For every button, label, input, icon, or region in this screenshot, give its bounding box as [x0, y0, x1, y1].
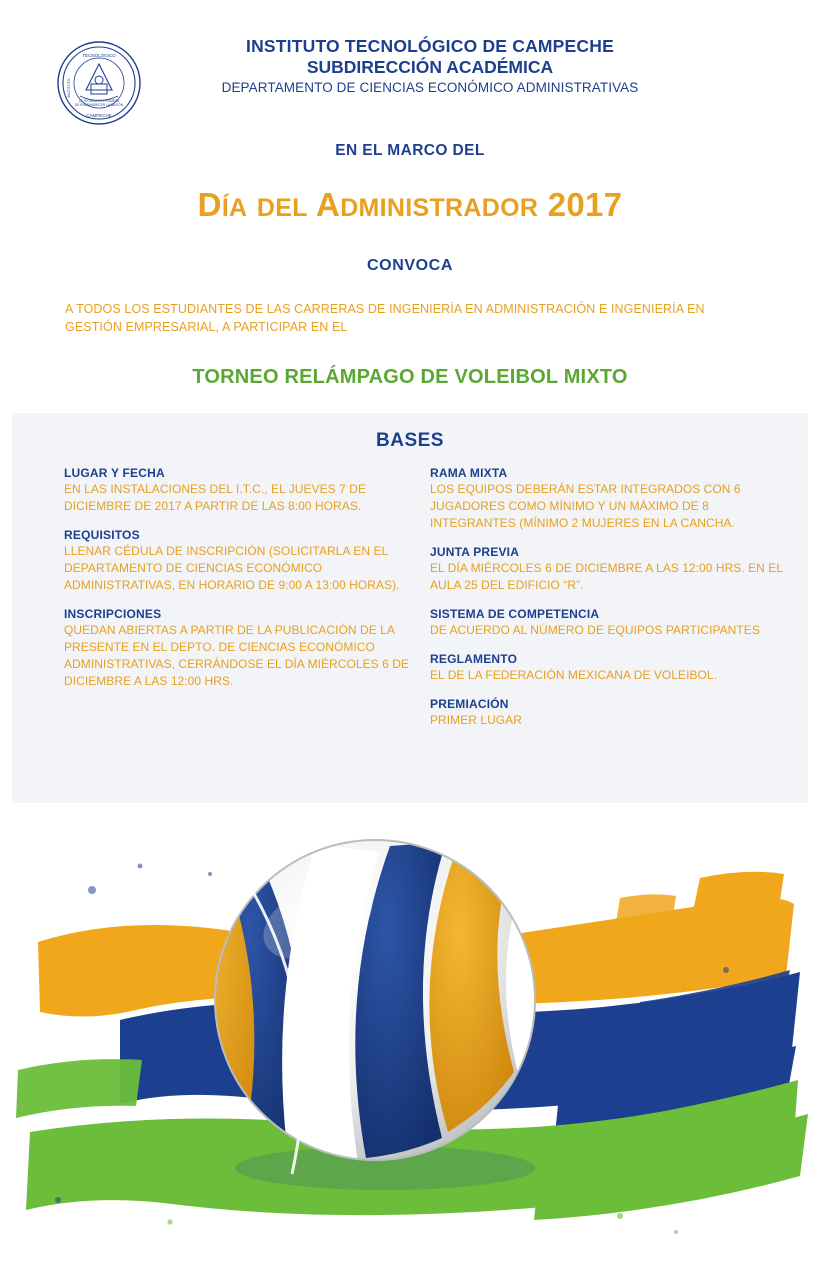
bases-item-body: EN LAS INSTALACIONES DEL I.T.C., EL JUEVES 7 DE DICIEMBRE DE 2017 A PARTIR DE LAS 8:00 HORAS.	[64, 482, 366, 513]
event-title-d: D	[197, 186, 222, 223]
bases-item-heading: REQUISITOS	[64, 528, 140, 542]
bases-item-heading: PREMIACIÓN	[430, 697, 509, 711]
bases-item	[430, 545, 790, 594]
bases-item-body: LLENAR CÉDULA DE INSCRIPCIÓN (SOLICITARLA EN EL DEPARTAMENTO DE CIENCIAS ECONÓMICO ADMINISTRATIVAS, EN HORARIO DE 9:00 A 13:00 HORAS).	[64, 544, 400, 592]
bases-item-body: QUEDAN ABIERTAS A PARTIR DE LA PUBLICACIÓN DE LA PRESENTE EN EL DEPTO. DE CIENCIAS ECONÓMICO ADMINISTRATIVAS, CERRÁNDOSE EL DÍA MIÉRCOLES 6 DE DICIEMBRE A LAS 12:00 HRS.	[64, 623, 409, 688]
bases-columns	[0, 466, 820, 742]
bases-item-body: EL DE LA FEDERACIÓN MEXICANA DE VOLEIBOL.	[430, 668, 718, 682]
poster-header	[0, 36, 820, 118]
event-title	[0, 186, 820, 224]
bases-right-column	[430, 466, 790, 742]
bases-item-heading: RAMA MIXTA	[430, 466, 508, 480]
audience-paragraph: A TODOS LOS ESTUDIANTES DE LAS CARRERAS DE INGENIERÍA EN ADMINISTRACIÓN E INGENIERÍA EN GESTIÓN EMPRESARIAL, A PARTICIPAR EN EL	[65, 302, 705, 334]
bases-title: BASES	[376, 430, 444, 451]
convoca-label: CONVOCA	[367, 257, 453, 274]
institution-heading	[120, 36, 740, 98]
bases-item-body: PRIMER LUGAR	[430, 713, 522, 727]
bases-item-heading: REGLAMENTO	[430, 652, 518, 666]
volleyball-artwork	[0, 770, 820, 1273]
svg-text:DE ENGRANDECER LA NACIÓN: DE ENGRANDECER LA NACIÓN	[75, 103, 123, 107]
bases-item	[430, 697, 790, 729]
bases-item-body: EL DÍA MIÉRCOLES 6 DE DICIEMBRE A LAS 12:00 HRS. EN EL AULA 25 DEL EDIFICIO “R”.	[430, 561, 783, 592]
svg-text:TECNOLÓGICO: TECNOLÓGICO	[82, 53, 116, 58]
svg-text:CAMPECHE: CAMPECHE	[86, 113, 112, 118]
bases-item	[64, 466, 424, 515]
bases-item	[430, 466, 790, 532]
framing-text: EN EL MARCO DEL	[335, 142, 485, 159]
bases-item	[430, 652, 790, 684]
svg-text:LA TÉCNICA ES PROMESA: LA TÉCNICA ES PROMESA	[78, 99, 120, 103]
event-title-dministrador: DMINISTRADOR	[340, 194, 539, 222]
institution-department: DEPARTAMENTO DE CIENCIAS ECONÓMICO ADMINISTRATIVAS	[221, 80, 639, 95]
paint-splatter-green	[167, 1213, 678, 1234]
bases-item-heading: SISTEMA DE COMPETENCIA	[430, 607, 600, 621]
svg-text:INSTITUTO: INSTITUTO	[67, 78, 71, 98]
institution-name: INSTITUTO TECNOLÓGICO DE CAMPECHE	[246, 36, 614, 56]
bases-left-column	[64, 466, 424, 742]
institution-subdivision: SUBDIRECCIÓN ACADÉMICA	[306, 57, 554, 77]
event-title-del: DEL	[256, 194, 308, 222]
bases-item	[64, 607, 424, 690]
event-year: 2017	[547, 186, 623, 223]
bases-item-body: LOS EQUIPOS DEBERÁN ESTAR INTEGRADOS CON 6 JUGADORES COMO MÍNIMO Y UN MÁXIMO DE 8 INTEGRANTES (MÍNIMO 2 MUJERES EN LA CANCHA.	[430, 482, 741, 530]
event-title-ia: ÍA	[221, 194, 248, 222]
bases-item	[64, 528, 424, 594]
bases-item-body: DE ACUERDO AL NÚMERO DE EQUIPOS PARTICIPANTES	[430, 623, 760, 637]
bases-item-heading: LUGAR Y FECHA	[64, 466, 165, 480]
bases-item	[430, 607, 790, 639]
bases-item-heading: INSCRIPCIONES	[64, 607, 162, 621]
institute-logo-icon	[56, 40, 142, 126]
tournament-title: TORNEO RELÁMPAGO DE VOLEIBOL MIXTO	[192, 366, 628, 388]
bases-item-heading: JUNTA PREVIA	[430, 545, 520, 559]
event-title-a: A	[316, 186, 341, 223]
